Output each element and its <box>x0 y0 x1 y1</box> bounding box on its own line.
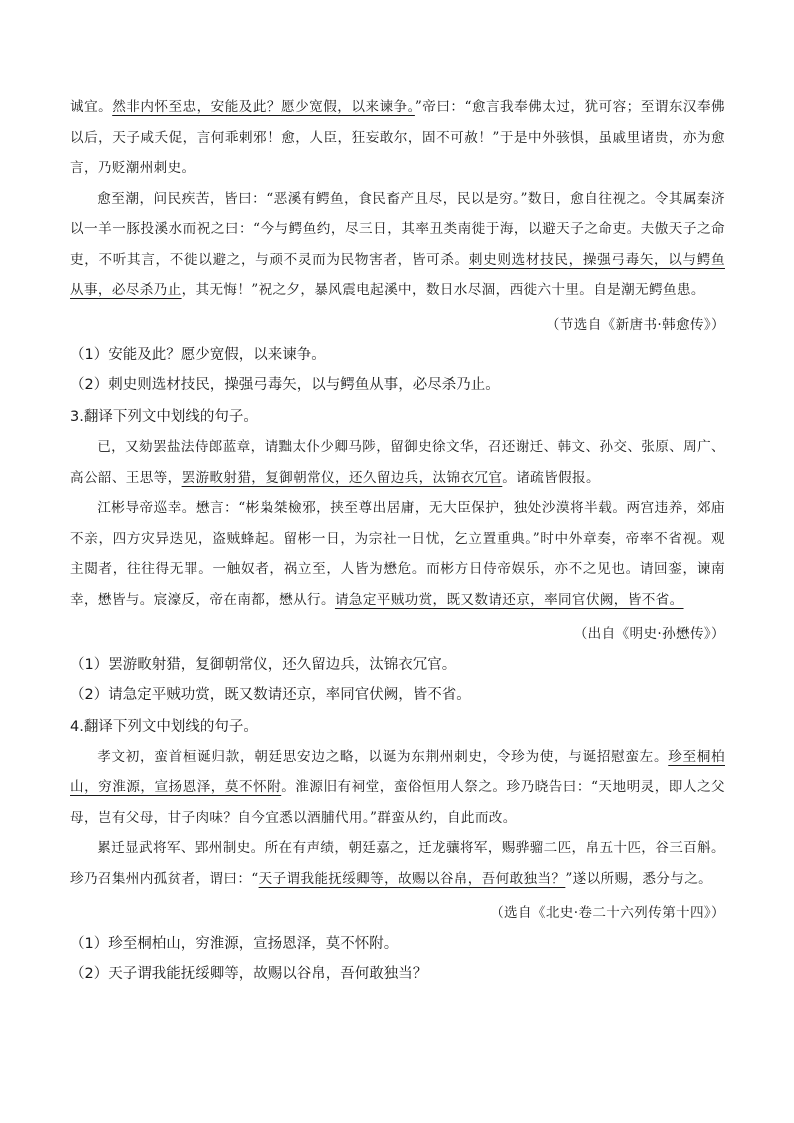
passage2-paragraph-1 <box>70 432 725 493</box>
question-3-heading: 3.翻译下列文中划线的句子。 <box>70 409 258 425</box>
text-segment: 已，又劾罢盐法侍郎蓝章，请黜太仆少卿马陟，留御史徐文华，召还谢迁、韩文、孙交、张原、周广、高公韶、王思等， <box>70 439 725 486</box>
text-segment: 诚宜。 <box>70 99 113 115</box>
passage1-source: （节选自《新唐书·韩愈传》） <box>545 316 725 333</box>
passage2-question-2: （2）请急定平贼功赏，既又数请还京，率同官伏阙，皆不省。 <box>70 686 471 703</box>
passage3-paragraph-1 <box>70 742 725 834</box>
text-segment: ”帝曰：“愈言我奉佛太过，犹可容；至谓东汉奉佛以后，天子咸夭促，言何乖剌邪！愈，人臣，狂妄敢尔，固不可赦！”于是中外骇惧，虽戚里诸贵，亦为愈言，乃贬潮州刺史。 <box>70 99 725 176</box>
underlined-sentence: 天子谓我能抚绥卿等，故赐以谷帛，吾何敢独当？ <box>258 870 566 887</box>
question-4-heading: 4.翻译下列文中划线的句子。 <box>70 718 258 735</box>
passage3-source: （选自《北史·卷二十六列传第十四》） <box>490 905 725 921</box>
underlined-sentence: 刺史则选材技民，操强弓毒矢，以与鳄鱼从事，必尽杀乃止 <box>70 251 725 298</box>
text-segment: ，其无悔！”祝之夕，暴风震电起溪中，数日水尽涸，西徙六十里。自是潮无鳄鱼患。 <box>181 282 705 298</box>
text-segment: ”遂以所赐，悉分与之。 <box>565 870 713 887</box>
passage2-source: （出自《明史·孙懋传》） <box>573 626 725 642</box>
passage1-paragraph-1 <box>70 92 725 184</box>
passage2-paragraph-2 <box>70 493 725 615</box>
passage3-question-1: （1）珍至桐柏山，穷淮源，宣扬恩泽，莫不怀附。 <box>70 935 399 952</box>
passage3-question-2: （2）天子谓我能抚绥卿等，故赐以谷帛，吾何敢独当？ <box>70 965 428 982</box>
passage2-question-1: （1）罢游畋射猎，复御朝常仪，还久留边兵，汰锦衣冗官。 <box>70 656 457 673</box>
passage1-paragraph-2 <box>70 184 725 306</box>
passage1-question-1: （1）安能及此？愿少宽假，以来谏争。 <box>70 347 326 363</box>
passage1-question-2: （2）刺史则选材技民，操强弓毒矢，以与鳄鱼从事，必尽杀乃止。 <box>70 377 500 393</box>
text-segment: 江彬导帝巡幸。懋言：“彬枭桀檢邪，挟至尊出居庸，无大臣保护，独处沙漠将半载。两宫违养，郊庙不亲，四方灾异迭见，盗贼蜂起。留彬一日，为宗社一日忧，乞立置重典。”时中外章奏，帝率不省视。观主閲者，往往得无罪。一触奴者，祸立至，人皆为懋危。而彬方日侍帝娱乐，亦不之见也。请回銮，谏南幸，懋皆与。宸濠反，帝在南都，懋从行。 <box>70 500 725 608</box>
text-segment: 。诸疏皆假报。 <box>502 469 600 486</box>
text-segment: 孝文初，蛮首桓诞归款，朝廷思安边之略，以诞为东荆州刺史，令珍为使，与诞招慰蛮左。 <box>97 748 669 765</box>
underlined-sentence: 罢游畋射猎，复御朝常仪，还久留边兵，汰锦衣冗官 <box>181 469 503 486</box>
passage3-paragraph-2 <box>70 833 725 894</box>
text-segment: 累迁显武将军、郢州制史。所在有声绩，朝廷嘉之，迁龙骧将军，赐骅骝二匹，帛五十匹，谷三百斛。珍乃召集州内孤贫者，谓曰：“ <box>70 840 725 887</box>
underlined-sentence: 珍至桐柏山，穷淮源，宣扬恩泽，莫不怀附 <box>70 748 725 795</box>
text-segment: 。淮源旧有祠堂，蛮俗恒用人祭之。珍乃晓告曰：“天地明灵，即人之父母，岂有父母，甘子肉味？自今宜悉以酒脯代用。”群蛮从约，自此而改。 <box>70 779 725 826</box>
document-page <box>70 92 725 989</box>
underlined-sentence: 然非内怀至忠，安能及此？愿少宽假，以来谏争。 <box>112 99 415 115</box>
underlined-sentence: 请急定平贼功赏，既又数请还京，率同官伏阙，皆不省。 <box>334 591 684 608</box>
text-segment: 愈至潮，问民疾苦，皆曰：“恶溪有鳄鱼，食民畜产且尽，民以是穷。”数日，愈自往视之。令其属秦济以一羊一豚投溪水而祝之曰：“今与鳄鱼约，尽三日，其率丑类南徙于海，以避天子之命吏。夫傲天子之命吏，不听其言，不徙以避之，与顽不灵而为民物害者，皆可杀。 <box>70 190 725 268</box>
